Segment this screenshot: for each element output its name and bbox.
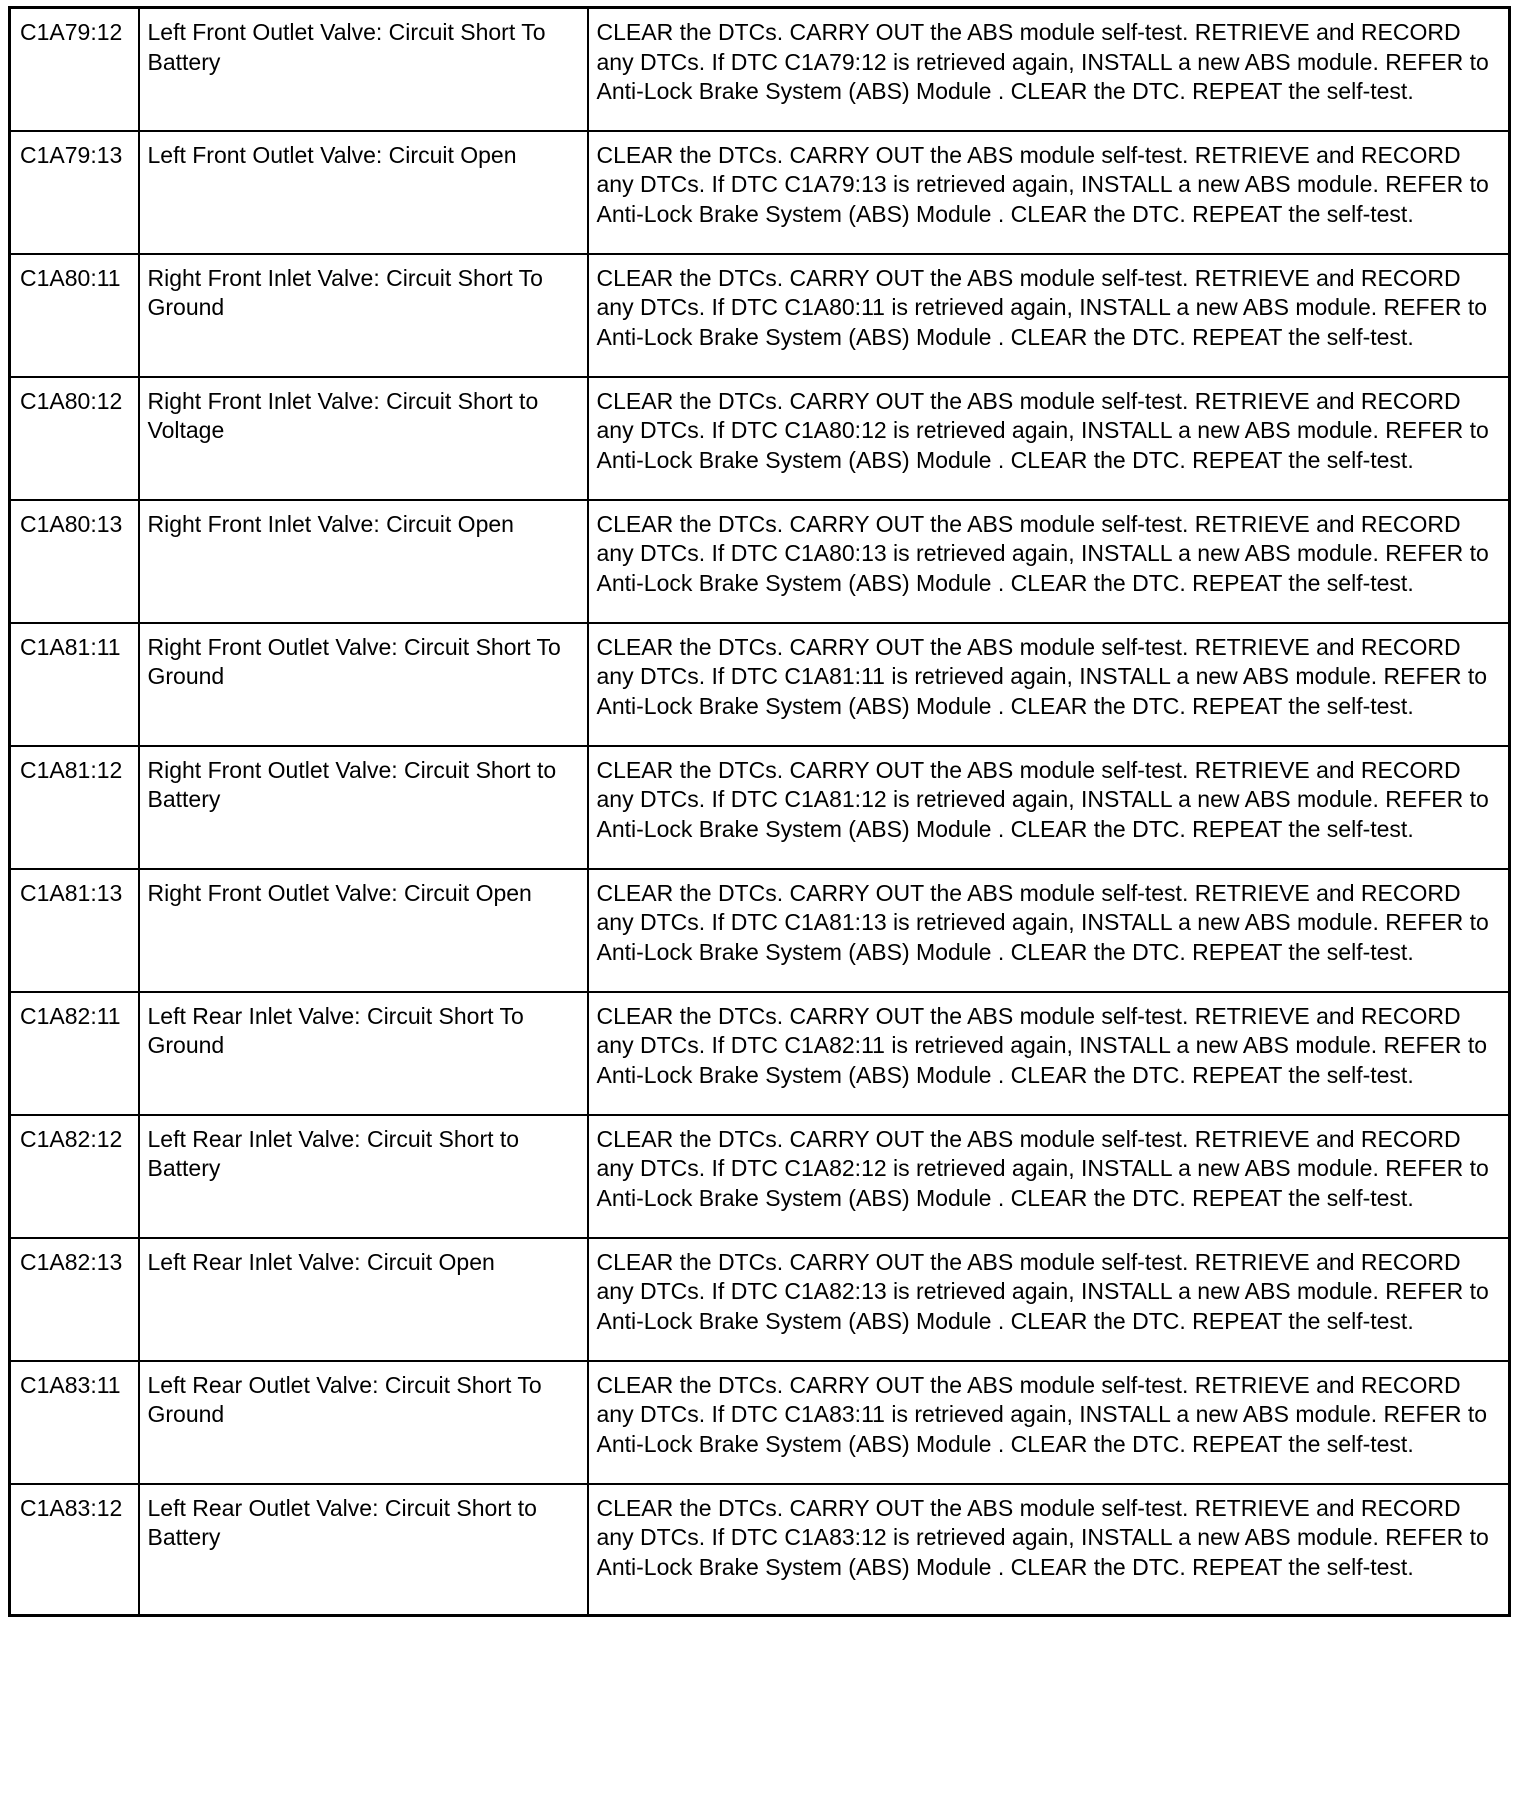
dtc-code: C1A82:13 — [10, 1238, 139, 1361]
dtc-description: Right Front Inlet Valve: Circuit Short to Voltage — [139, 377, 588, 500]
dtc-description: Right Front Inlet Valve: Circuit Open — [139, 500, 588, 623]
dtc-description: Right Front Outlet Valve: Circuit Short to Battery — [139, 746, 588, 869]
dtc-code: C1A80:13 — [10, 500, 139, 623]
table-row — [10, 746, 1510, 869]
dtc-action: CLEAR the DTCs. CARRY OUT the ABS module self-test. RETRIEVE and RECORD any DTCs. If DTC C1A82:11 is retrieved again, INSTALL a new ABS module. REFER to Anti-Lock Brake System (ABS) Module . CLEAR the DTC. REPEAT the self-test. — [588, 992, 1510, 1115]
dtc-description: Right Front Inlet Valve: Circuit Short To Ground — [139, 254, 588, 377]
table-row — [10, 377, 1510, 500]
dtc-table-body — [10, 8, 1510, 1616]
dtc-description: Left Front Outlet Valve: Circuit Open — [139, 131, 588, 254]
dtc-code: C1A79:13 — [10, 131, 139, 254]
dtc-description: Left Rear Inlet Valve: Circuit Short to Battery — [139, 1115, 588, 1238]
dtc-code: C1A82:11 — [10, 992, 139, 1115]
dtc-description: Left Rear Inlet Valve: Circuit Short To Ground — [139, 992, 588, 1115]
dtc-action: CLEAR the DTCs. CARRY OUT the ABS module self-test. RETRIEVE and RECORD any DTCs. If DTC C1A79:12 is retrieved again, INSTALL a new ABS module. REFER to Anti-Lock Brake System (ABS) Module . CLEAR the DTC. REPEAT the self-test. — [588, 8, 1510, 131]
table-row — [10, 992, 1510, 1115]
table-row — [10, 8, 1510, 131]
dtc-code: C1A81:11 — [10, 623, 139, 746]
dtc-action: CLEAR the DTCs. CARRY OUT the ABS module self-test. RETRIEVE and RECORD any DTCs. If DTC C1A83:12 is retrieved again, INSTALL a new ABS module. REFER to Anti-Lock Brake System (ABS) Module . CLEAR the DTC. REPEAT the self-test. — [588, 1484, 1510, 1616]
dtc-action: CLEAR the DTCs. CARRY OUT the ABS module self-test. RETRIEVE and RECORD any DTCs. If DTC C1A80:11 is retrieved again, INSTALL a new ABS module. REFER to Anti-Lock Brake System (ABS) Module . CLEAR the DTC. REPEAT the self-test. — [588, 254, 1510, 377]
table-row — [10, 254, 1510, 377]
dtc-action: CLEAR the DTCs. CARRY OUT the ABS module self-test. RETRIEVE and RECORD any DTCs. If DTC C1A82:12 is retrieved again, INSTALL a new ABS module. REFER to Anti-Lock Brake System (ABS) Module . CLEAR the DTC. REPEAT the self-test. — [588, 1115, 1510, 1238]
dtc-table — [8, 6, 1511, 1617]
dtc-action: CLEAR the DTCs. CARRY OUT the ABS module self-test. RETRIEVE and RECORD any DTCs. If DTC C1A81:11 is retrieved again, INSTALL a new ABS module. REFER to Anti-Lock Brake System (ABS) Module . CLEAR the DTC. REPEAT the self-test. — [588, 623, 1510, 746]
dtc-action: CLEAR the DTCs. CARRY OUT the ABS module self-test. RETRIEVE and RECORD any DTCs. If DTC C1A79:13 is retrieved again, INSTALL a new ABS module. REFER to Anti-Lock Brake System (ABS) Module . CLEAR the DTC. REPEAT the self-test. — [588, 131, 1510, 254]
dtc-code: C1A82:12 — [10, 1115, 139, 1238]
table-row — [10, 1484, 1510, 1616]
dtc-code: C1A79:12 — [10, 8, 139, 131]
table-row — [10, 869, 1510, 992]
dtc-code: C1A81:13 — [10, 869, 139, 992]
dtc-description: Left Rear Outlet Valve: Circuit Short to Battery — [139, 1484, 588, 1616]
dtc-code: C1A81:12 — [10, 746, 139, 869]
dtc-action: CLEAR the DTCs. CARRY OUT the ABS module self-test. RETRIEVE and RECORD any DTCs. If DTC C1A81:12 is retrieved again, INSTALL a new ABS module. REFER to Anti-Lock Brake System (ABS) Module . CLEAR the DTC. REPEAT the self-test. — [588, 746, 1510, 869]
dtc-code: C1A80:12 — [10, 377, 139, 500]
dtc-description: Left Rear Outlet Valve: Circuit Short To Ground — [139, 1361, 588, 1484]
dtc-description: Left Rear Inlet Valve: Circuit Open — [139, 1238, 588, 1361]
table-row — [10, 623, 1510, 746]
dtc-action: CLEAR the DTCs. CARRY OUT the ABS module self-test. RETRIEVE and RECORD any DTCs. If DTC C1A83:11 is retrieved again, INSTALL a new ABS module. REFER to Anti-Lock Brake System (ABS) Module . CLEAR the DTC. REPEAT the self-test. — [588, 1361, 1510, 1484]
table-row — [10, 1238, 1510, 1361]
table-row — [10, 1115, 1510, 1238]
dtc-action: CLEAR the DTCs. CARRY OUT the ABS module self-test. RETRIEVE and RECORD any DTCs. If DTC C1A81:13 is retrieved again, INSTALL a new ABS module. REFER to Anti-Lock Brake System (ABS) Module . CLEAR the DTC. REPEAT the self-test. — [588, 869, 1510, 992]
dtc-code: C1A83:11 — [10, 1361, 139, 1484]
dtc-action: CLEAR the DTCs. CARRY OUT the ABS module self-test. RETRIEVE and RECORD any DTCs. If DTC C1A80:12 is retrieved again, INSTALL a new ABS module. REFER to Anti-Lock Brake System (ABS) Module . CLEAR the DTC. REPEAT the self-test. — [588, 377, 1510, 500]
table-row — [10, 500, 1510, 623]
dtc-description: Right Front Outlet Valve: Circuit Short To Ground — [139, 623, 588, 746]
dtc-description: Right Front Outlet Valve: Circuit Open — [139, 869, 588, 992]
dtc-code: C1A83:12 — [10, 1484, 139, 1616]
dtc-action: CLEAR the DTCs. CARRY OUT the ABS module self-test. RETRIEVE and RECORD any DTCs. If DTC C1A80:13 is retrieved again, INSTALL a new ABS module. REFER to Anti-Lock Brake System (ABS) Module . CLEAR the DTC. REPEAT the self-test. — [588, 500, 1510, 623]
table-row — [10, 1361, 1510, 1484]
table-row — [10, 131, 1510, 254]
dtc-action: CLEAR the DTCs. CARRY OUT the ABS module self-test. RETRIEVE and RECORD any DTCs. If DTC C1A82:13 is retrieved again, INSTALL a new ABS module. REFER to Anti-Lock Brake System (ABS) Module . CLEAR the DTC. REPEAT the self-test. — [588, 1238, 1510, 1361]
dtc-description: Left Front Outlet Valve: Circuit Short To Battery — [139, 8, 588, 131]
dtc-code: C1A80:11 — [10, 254, 139, 377]
